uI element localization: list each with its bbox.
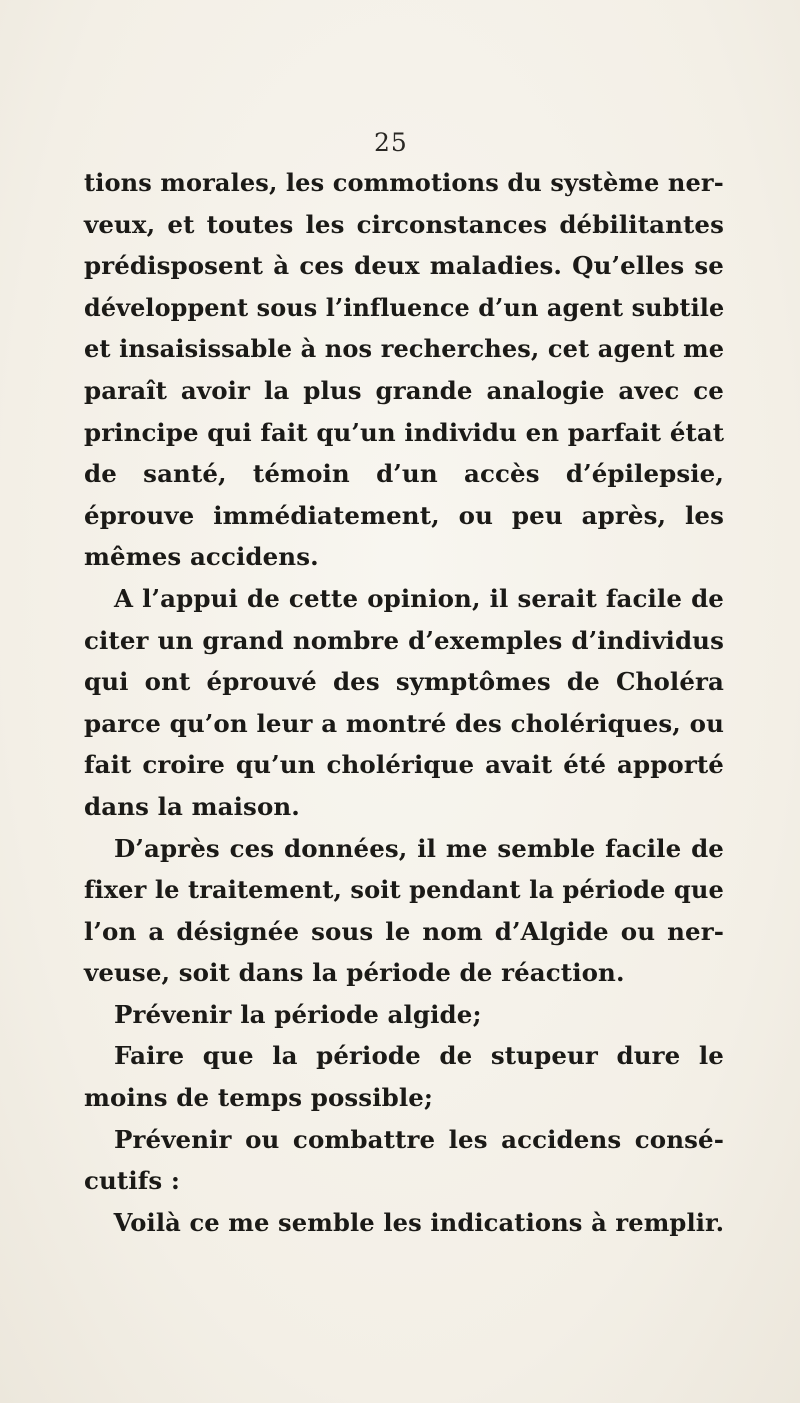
text-line: principe qui fait qu’un individu en parfait état — [84, 417, 725, 447]
text-line: tions morales, les commotions du système ner- — [84, 168, 724, 197]
text-line: Prévenir ou combattre les accidens consé- — [114, 1124, 724, 1154]
text-line: de santé, témoin d’un accès d’épilepsie, — [84, 459, 724, 489]
text-line: paraît avoir la plus grande analogie avec ce — [84, 375, 724, 405]
text-line: et insaisissable à nos recherches, cet agent me — [84, 334, 725, 364]
text-line: D’après ces données, il me semble facile de — [114, 833, 724, 863]
page-number: 25 — [374, 128, 408, 157]
text-line: qui ont éprouvé des symptômes de Choléra — [84, 667, 724, 697]
text-line: moins de temps possible; — [84, 1083, 434, 1113]
body-text — [84, 162, 724, 1243]
text-line: dans la maison. — [84, 791, 300, 821]
text-line: mêmes accidens. — [84, 542, 319, 572]
text-line: veux, et toutes les circonstances débilitantes — [84, 209, 724, 239]
text-line: veuse, soit dans la période de réaction. — [84, 958, 625, 988]
text-line: fixer le traitement, soit pendant la période que — [84, 875, 724, 905]
text-line: éprouve immédiatement, ou peu après, les — [84, 500, 724, 530]
text-line: cutifs : — [84, 1166, 181, 1196]
text-line: l’on a désignée sous le nom d’Algide ou ner- — [84, 916, 724, 946]
text-line: développent sous l’influence d’un agent subtile — [84, 292, 725, 322]
text-line: parce qu’on leur a montré des cholériques, ou — [84, 708, 724, 738]
text-line: Faire que la période de stupeur dure le — [114, 1041, 724, 1071]
text-line: fait croire qu’un cholérique avait été apporté — [84, 750, 724, 780]
text-line: Prévenir la période algide; — [114, 999, 482, 1029]
text-line: Voilà ce me semble les indications à remplir. — [113, 1207, 725, 1237]
text-line: A l’appui de cette opinion, il serait facile de — [114, 583, 724, 613]
text-line: prédisposent à ces deux maladies. Qu’elles se — [84, 251, 724, 281]
text-line: citer un grand nombre d’exemples d’individus — [84, 625, 724, 655]
